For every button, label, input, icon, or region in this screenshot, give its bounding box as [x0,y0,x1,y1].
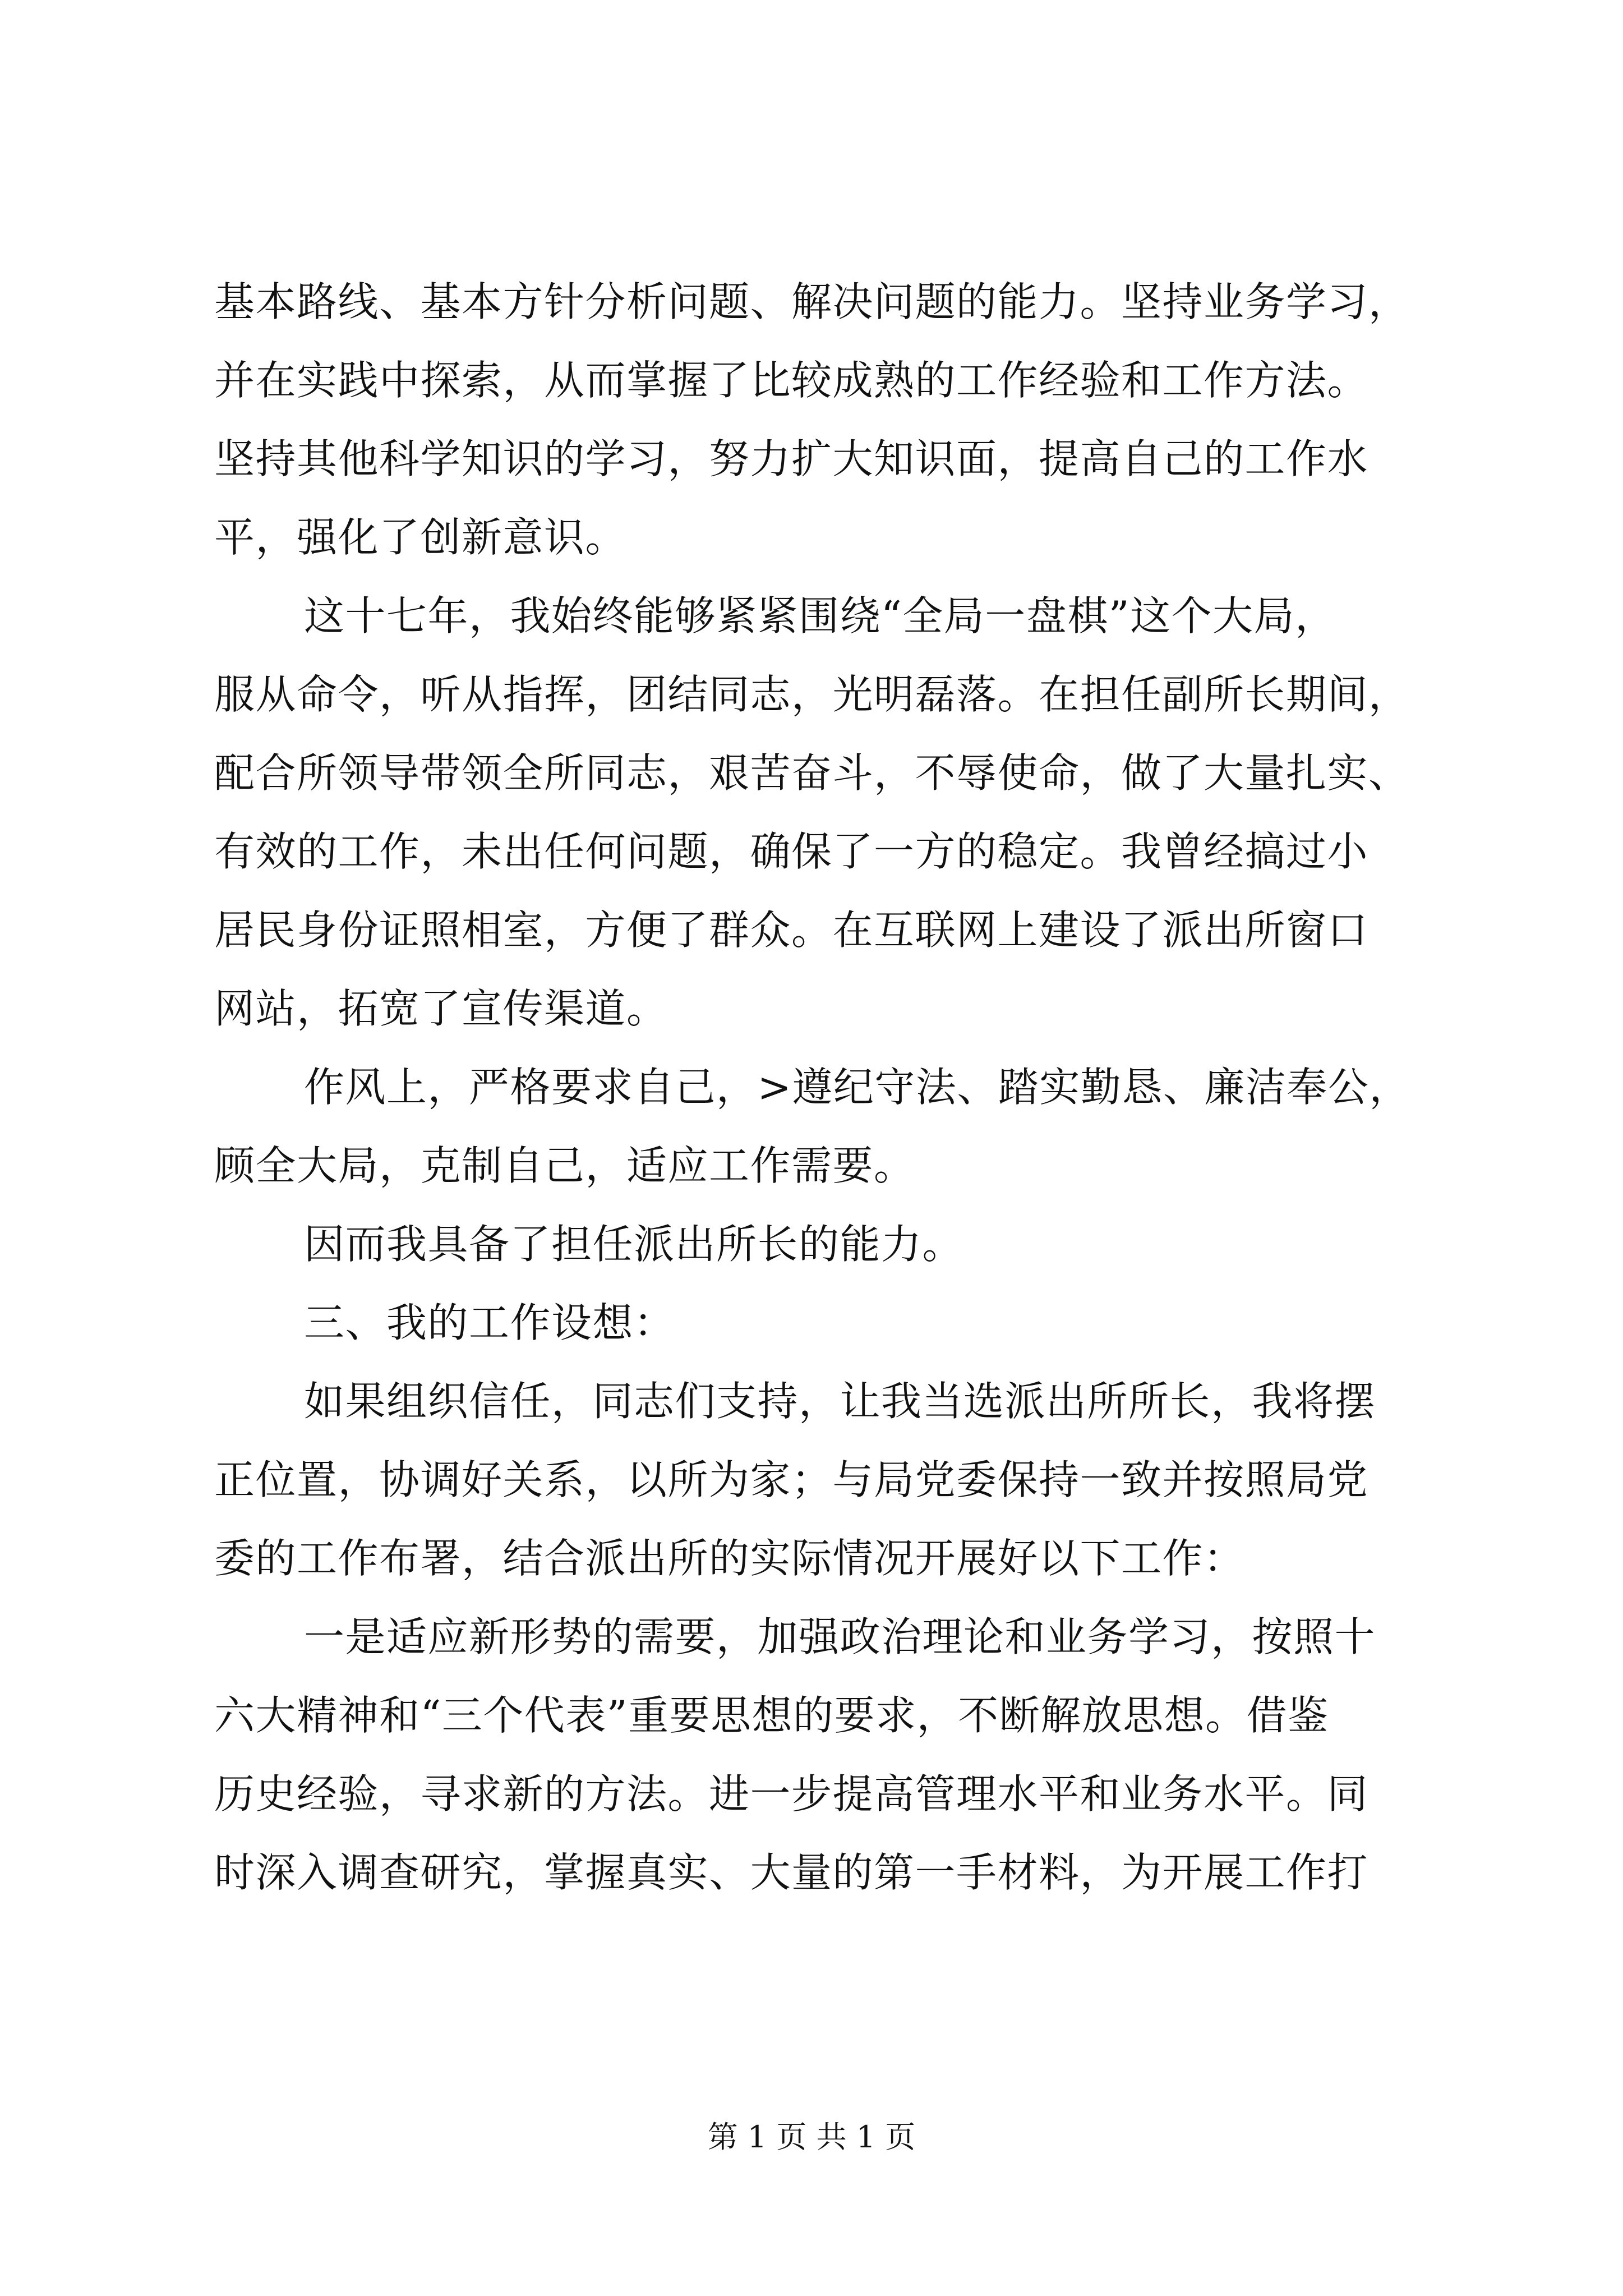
text-line: 并在实践中探索，从而掌握了比较成熟的工作经验和工作方法。 [214,357,1369,404]
text-line: 配合所领导带领全所同志，艰苦奋斗，不辱使命，做了大量扎实、 [214,749,1410,797]
text-line: 因而我具备了担任派出所长的能力。 [304,1221,964,1268]
text-line: 服从命令，听从指挥，团结同志，光明磊落。在担任副所长期间， [214,671,1410,718]
page-footer: 第 1 页 共 1 页 [707,2119,916,2155]
text-line: 坚持其他科学知识的学习，努力扩大知识面，提高自己的工作水 [214,435,1369,482]
text-line: 正位置，协调好关系，以所为家；与局党委保持一致并按照局党 [214,1456,1369,1503]
text-line: 如果组织信任，同志们支持，让我当选派出所所长，我将摆 [304,1378,1376,1425]
text-line: 顾全大局，克制自己，适应工作需要。 [214,1142,915,1189]
text-line: 六大精神和“三个代表”重要思想的要求，不断解放思想。借鉴 [214,1692,1329,1739]
text-line: 这十七年，我始终能够紧紧围绕“全局一盘棋”这个大局， [304,592,1336,639]
text-line: 作风上，严格要求自己，>遵纪守法、踏实勤恳、廉洁奉公， [304,1064,1410,1111]
text-line: 委的工作布署，结合派出所的实际情况开展好以下工作： [214,1535,1245,1582]
text-line: 历史经验，寻求新的方法。进一步提高管理水平和业务水平。同 [214,1770,1369,1818]
text-line: 三、我的工作设想： [304,1299,675,1346]
text-line: 网站，拓宽了宣传渠道。 [214,985,668,1032]
text-line: 有效的工作，未出任何问题，确保了一方的稳定。我曾经搞过小 [214,828,1369,875]
document-body [214,263,1420,1912]
text-line: 基本路线、基本方针分析问题、解决问题的能力。坚持业务学习， [214,278,1410,325]
text-line: 平，强化了创新意识。 [214,514,627,561]
text-line: 时深入调查研究，掌握真实、大量的第一手材料，为开展工作打 [214,1849,1369,1896]
text-line: 一是适应新形势的需要，加强政治理论和业务学习，按照十 [304,1613,1376,1660]
text-line: 居民身份证照相室，方便了群众。在互联网上建设了派出所窗口 [214,907,1369,954]
